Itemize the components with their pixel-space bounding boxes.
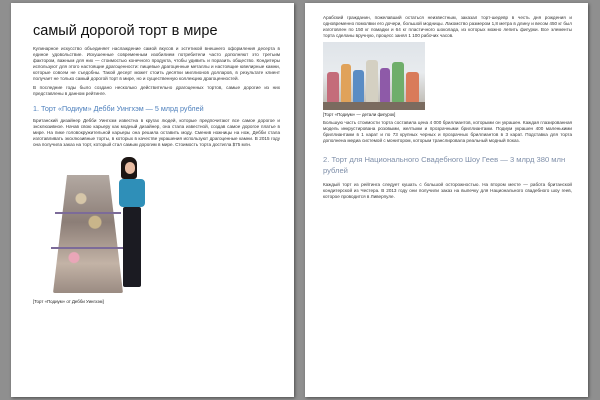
right-paragraph-3: Каждый торт из рейтинга следует кушать с большой осторожностью. На втором месте — работа британской кондитерской из Честера. В 2013 году они получили заказ на выпечку для Национального свадебного шоу геев, которое проводится в Ливерпуле.	[323, 182, 572, 199]
section-heading-2: 2. Торт для Национального Свадебного Шоу Геев — 3 млрд 380 млн рублей	[323, 155, 566, 175]
figurine	[406, 72, 419, 104]
document-page-left	[11, 3, 294, 397]
right-paragraph-1: Арабский гражданин, пожелавший остаться неизвестным, заказал торт-шедевр в честь дня рождения и одновременно помолвки его дочери, большой модницы. Лакомство размером 1,8 метра в длину и весом 450 кг был изготовлен по 150 кг помадки и 64 кг пластичного шоколада, из которых можно лепить фигурки. Все элементы торта сделаны вручную, процесс занял 1 100 рабочих часов.	[323, 15, 572, 38]
figurine	[392, 62, 404, 104]
podium-cake-illustration	[53, 175, 123, 293]
page-title: самый дорогой торт в мире	[33, 23, 218, 39]
cake-trim-band	[51, 247, 125, 249]
right-paragraph-2: Большую часть стоимости торта составила цена 4 000 бриллиантов, которыми он украшен. Каждая глазированная модель инкрустирована розовыми, желтыми и прозрачными бриллиантами. Подиум украшен 400 маленькими бриллиантами в 1 карат и по 73 крупных черных и прозрачных бриллиантов в 3 карат. Подставка для торта дополнена медиа системой с монитором, которым транслировала реальный модный показ.	[323, 120, 572, 143]
cake-figurines-photo	[323, 42, 425, 110]
image-caption-1: [Торт «Подиум» от Дебби Уингхэм]	[33, 299, 104, 304]
figurine	[353, 70, 364, 104]
cake-photo-debbie-wingham	[45, 157, 163, 297]
figurine	[366, 60, 378, 104]
designer-figure-face	[125, 162, 135, 174]
figurine	[341, 64, 351, 104]
figurine	[327, 72, 339, 104]
designer-figure-legs	[123, 207, 141, 287]
intro-paragraph-1: Кулинарное искусство объединяет наслаждение самой вкусов и эстетикой внешнего оформления десерта в единое удовольствие. Искушенные современным изобилием потребители часто дополняют это третьим фактором, важным для них — стоимостью конечного продукта, чтобы удивить и поразить общество. Кондитеры используют для этого настоящие драгоценности: пищевые драгоценные металлы и настоящие ювелирные камни, которые совсем не съедобны. Такой десерт может стоить десятки миллионов долларов, в результате клиент получает не только самый дорогой торт в мире, но и существенную коллекцию драгоценностей.	[33, 46, 280, 81]
section-1-paragraph: Британский дизайнер Дебби Уингхэм известна в кругах людей, которые предпочитают все самое дорогое и эксклюзивное. Начав свою карьеру как модный дизайнер, она стала известной, создав самое дорогое платье в мире. На пике головокружительной карьеры она решила оставить моду. Сменив ножницы на нож, Дебби стала изготавливать эксклюзивные торты, в которых в качестве украшения используют драгоценные камни. В 2015 году она получила заказ на торт, который стал самым дорогим в мире. Стоимость торта достигла $75 млн.	[33, 118, 280, 147]
image-caption-2: [Торт «Подиум» — детали фигурок]	[323, 112, 396, 117]
cake-trim-band	[55, 212, 121, 214]
section-heading-1: 1. Торт «Подиум» Дебби Уингхэм — 5 млрд рублей	[33, 104, 204, 113]
document-page-right	[305, 3, 588, 397]
podium-base	[323, 102, 425, 110]
intro-paragraph-2: В последние годы было создано несколько действительно драгоценных тортов, самые дорогие из них представлены в данном рейтинге.	[33, 85, 280, 96]
designer-figure-top	[119, 179, 145, 207]
figurine	[380, 68, 390, 104]
